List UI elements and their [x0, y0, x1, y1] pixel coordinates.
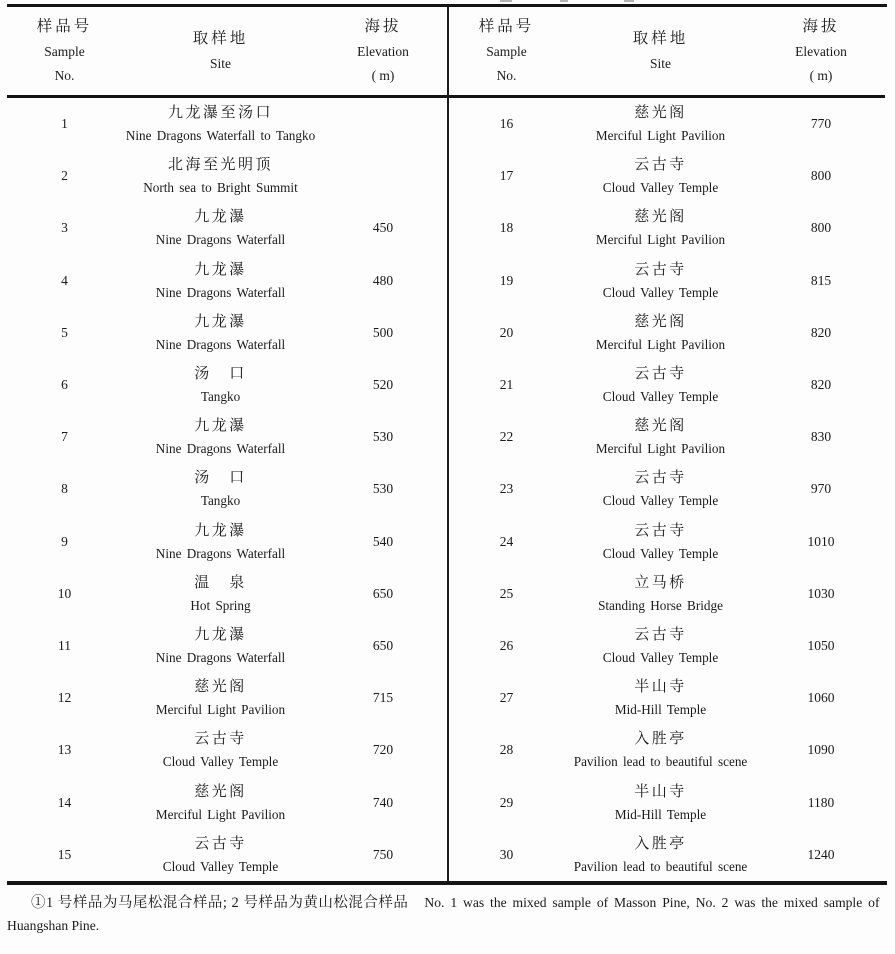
site-cell [122, 202, 319, 254]
site-name-zh: 慈光阁 [634, 105, 687, 122]
site-name-zh: 立马桥 [634, 574, 687, 591]
sample-no-value: 24 [499, 533, 514, 549]
elevation-value: 1010 [807, 533, 835, 549]
site-cell [122, 98, 319, 150]
site-name-en: Nine Dragons Waterfall [155, 441, 286, 457]
elevation-value: 650 [372, 585, 394, 601]
elevation-value: 830 [810, 429, 832, 445]
header-site-en: Site [649, 56, 671, 71]
sample-no-value: 29 [499, 794, 514, 810]
elevation-value: 750 [372, 846, 394, 862]
elevation-value: 715 [372, 690, 394, 706]
header-elevation [319, 7, 447, 95]
site-name-en: Nine Dragons Waterfall [155, 649, 286, 665]
header-site [564, 7, 757, 95]
table-header-left [7, 7, 447, 98]
table-header-right [449, 7, 885, 98]
table-row [7, 98, 447, 150]
site-name-zh: 九龙瀑 [194, 261, 247, 278]
site-name-en: Mid-Hill Temple [614, 702, 707, 718]
site-name-en: Cloud Valley Temple [602, 389, 719, 405]
sample-no-value: 1 [61, 116, 68, 132]
footnote-english-line1: No. 1 was the mixed sample of Masson Pine, No. 2 was the mixed sample of [424, 895, 880, 910]
header-sample-en2: No. [54, 68, 75, 83]
table-row [449, 620, 885, 672]
table-row [7, 516, 447, 568]
header-sample-en1: Sample [486, 44, 527, 59]
table-row [7, 202, 447, 254]
site-name-zh: 九龙瀑至汤口 [167, 105, 273, 122]
site-cell [122, 463, 319, 515]
table-row [7, 307, 447, 359]
site-name-en: Nine Dragons Waterfall [155, 336, 286, 352]
header-elevation-unit: ( m) [371, 68, 395, 83]
table-row [449, 829, 885, 881]
table-row [7, 672, 447, 724]
table-row [7, 568, 447, 620]
sample-no-value: 2 [61, 168, 68, 184]
site-cell [564, 202, 757, 254]
elevation-value [319, 98, 447, 150]
elevation-value: 540 [372, 533, 394, 549]
sample-no-value: 11 [58, 637, 71, 653]
site-name-en: Merciful Light Pavilion [595, 441, 726, 457]
elevation-value: 1030 [807, 585, 835, 601]
site-name-en: Cloud Valley Temple [602, 180, 719, 196]
site-cell [564, 620, 757, 672]
site-cell [122, 724, 319, 776]
table-left-half [7, 7, 447, 881]
header-sample-zh: 样品号 [478, 18, 535, 35]
site-name-en: Pavilion lead to beautiful scene [573, 754, 748, 770]
site-name-zh: 云古寺 [634, 626, 687, 643]
site-name-en: Merciful Light Pavilion [155, 702, 286, 718]
cropped-caption-artifact [560, 0, 568, 2]
table-row [449, 516, 885, 568]
table-row [7, 255, 447, 307]
footnote-chinese: ①1 号样品为马尾松混合样品; 2 号样品为黄山松混合样品 [31, 895, 409, 911]
header-sample-no [449, 7, 564, 95]
header-sample-zh: 样品号 [36, 18, 93, 35]
table-body-left [7, 98, 447, 881]
site-name-en: Nine Dragons Waterfall [155, 232, 286, 248]
site-cell [122, 776, 319, 828]
sample-no-value: 3 [61, 220, 68, 236]
cropped-caption-artifact [624, 0, 634, 2]
site-name-en: Cloud Valley Temple [602, 493, 719, 509]
sample-no-value: 14 [57, 794, 72, 810]
table-row [7, 724, 447, 776]
header-site [122, 7, 319, 95]
site-cell [122, 672, 319, 724]
site-cell [122, 255, 319, 307]
header-sample-no [7, 7, 122, 95]
elevation-value: 480 [372, 272, 394, 288]
footnote-english-line2: Huangshan Pine. [7, 918, 100, 933]
sample-no-value: 21 [499, 377, 514, 393]
sample-no-value: 30 [499, 846, 514, 862]
sample-no-value: 17 [499, 168, 514, 184]
table-row [449, 359, 885, 411]
elevation-value: 770 [810, 116, 832, 132]
site-name-zh: 九龙瀑 [194, 418, 247, 435]
sample-no-value: 6 [61, 377, 68, 393]
site-name-en: Merciful Light Pavilion [595, 128, 726, 144]
site-name-zh: 汤 口 [194, 366, 247, 383]
header-elevation-en: Elevation [795, 44, 847, 59]
site-cell [564, 672, 757, 724]
table-row [449, 672, 885, 724]
elevation-value: 500 [372, 324, 394, 340]
site-name-en: Pavilion lead to beautiful scene [573, 858, 748, 874]
site-name-zh: 慈光阁 [194, 783, 247, 800]
site-cell [564, 255, 757, 307]
site-name-zh: 九龙瀑 [194, 313, 247, 330]
site-name-en: Hot Spring [190, 597, 251, 613]
elevation-value: 800 [810, 168, 832, 184]
table-row [7, 359, 447, 411]
site-name-en: North sea to Bright Summit [143, 180, 298, 196]
elevation-value: 530 [372, 429, 394, 445]
table-row [7, 150, 447, 202]
site-name-zh: 北海至光明顶 [167, 157, 273, 174]
table-row [7, 776, 447, 828]
site-name-en: Cloud Valley Temple [162, 858, 279, 874]
site-name-zh: 入胜亭 [634, 731, 687, 748]
sample-no-value: 27 [499, 690, 514, 706]
table-body-right [449, 98, 885, 881]
site-name-en: Standing Horse Bridge [598, 597, 723, 613]
sample-no-value: 25 [499, 585, 514, 601]
table-row [449, 255, 885, 307]
site-name-zh: 云古寺 [194, 731, 247, 748]
site-name-zh: 半山寺 [634, 679, 687, 696]
site-name-zh: 汤 口 [194, 470, 247, 487]
sample-no-value: 10 [57, 585, 72, 601]
sample-no-value: 9 [61, 533, 68, 549]
table-row [7, 829, 447, 881]
site-cell [564, 776, 757, 828]
site-name-en: Mid-Hill Temple [614, 806, 707, 822]
sample-no-value: 28 [499, 742, 514, 758]
site-name-zh: 慈光阁 [634, 313, 687, 330]
sample-no-value: 4 [61, 272, 68, 288]
sampling-sites-table [7, 4, 887, 885]
site-cell [122, 359, 319, 411]
header-sample-en1: Sample [44, 44, 85, 59]
site-cell [564, 98, 757, 150]
elevation-value: 820 [810, 377, 832, 393]
elevation-value: 1240 [807, 846, 835, 862]
table-right-half [447, 7, 885, 881]
elevation-value: 1050 [807, 637, 835, 653]
table-row [449, 202, 885, 254]
table-row [449, 411, 885, 463]
table-row [7, 411, 447, 463]
site-name-en: Nine Dragons Waterfall [155, 545, 286, 561]
table-row [7, 620, 447, 672]
site-cell [122, 829, 319, 881]
table-row [449, 776, 885, 828]
table-row [7, 463, 447, 515]
sample-no-value: 13 [57, 742, 72, 758]
elevation-value: 815 [810, 272, 832, 288]
table-row [449, 463, 885, 515]
sample-no-value: 5 [61, 324, 68, 340]
table-row [449, 724, 885, 776]
sample-no-value: 15 [57, 846, 72, 862]
sample-no-value: 18 [499, 220, 514, 236]
header-elevation-unit: ( m) [809, 68, 833, 83]
site-cell [122, 620, 319, 672]
table-row [449, 307, 885, 359]
site-name-en: Cloud Valley Temple [602, 284, 719, 300]
sample-no-value: 8 [61, 481, 68, 497]
elevation-value [319, 150, 447, 202]
elevation-value: 530 [372, 481, 394, 497]
site-name-en: Cloud Valley Temple [602, 545, 719, 561]
site-cell [564, 724, 757, 776]
site-name-zh: 云古寺 [634, 366, 687, 383]
cropped-caption-artifact [500, 0, 512, 2]
site-name-en: Nine Dragons Waterfall to Tangko [125, 128, 316, 144]
site-name-zh: 慈光阁 [194, 679, 247, 696]
elevation-value: 520 [372, 377, 394, 393]
elevation-value: 800 [810, 220, 832, 236]
site-name-zh: 入胜亭 [634, 835, 687, 852]
footnote-line1 [7, 891, 888, 912]
elevation-value: 720 [372, 742, 394, 758]
site-cell [564, 829, 757, 881]
site-name-zh: 云古寺 [634, 157, 687, 174]
sample-no-value: 19 [499, 272, 514, 288]
site-cell [122, 150, 319, 202]
site-cell [122, 307, 319, 359]
site-name-en: Merciful Light Pavilion [595, 336, 726, 352]
elevation-value: 1060 [807, 690, 835, 706]
elevation-value: 970 [810, 481, 832, 497]
elevation-value: 1090 [807, 742, 835, 758]
sample-no-value: 20 [499, 324, 514, 340]
site-name-zh: 云古寺 [634, 470, 687, 487]
site-cell [564, 568, 757, 620]
header-site-zh: 取样地 [632, 30, 689, 47]
sample-no-value: 22 [499, 429, 514, 445]
table-footnote [7, 891, 888, 934]
site-name-zh: 慈光阁 [634, 418, 687, 435]
elevation-value: 740 [372, 794, 394, 810]
site-name-zh: 慈光阁 [634, 209, 687, 226]
site-cell [564, 359, 757, 411]
header-site-en: Site [209, 56, 231, 71]
elevation-value: 650 [372, 637, 394, 653]
header-elevation-zh: 海拔 [364, 18, 402, 35]
elevation-value: 820 [810, 324, 832, 340]
site-cell [122, 568, 319, 620]
site-name-zh: 九龙瀑 [194, 626, 247, 643]
site-name-zh: 温 泉 [194, 574, 247, 591]
site-name-en: Tangko [200, 389, 241, 405]
site-name-en: Merciful Light Pavilion [155, 806, 286, 822]
site-name-zh: 云古寺 [194, 835, 247, 852]
site-name-en: Nine Dragons Waterfall [155, 284, 286, 300]
header-elevation-en: Elevation [357, 44, 409, 59]
header-site-zh: 取样地 [192, 30, 249, 47]
header-elevation [757, 7, 885, 95]
elevation-value: 1180 [807, 794, 835, 810]
header-sample-en2: No. [496, 68, 517, 83]
site-name-zh: 云古寺 [634, 522, 687, 539]
site-name-zh: 九龙瀑 [194, 209, 247, 226]
site-cell [122, 411, 319, 463]
table-row [449, 150, 885, 202]
site-name-zh: 云古寺 [634, 261, 687, 278]
sample-no-value: 12 [57, 690, 72, 706]
site-name-en: Cloud Valley Temple [162, 754, 279, 770]
site-name-en: Tangko [200, 493, 241, 509]
site-cell [564, 463, 757, 515]
sample-no-value: 16 [499, 116, 514, 132]
site-cell [564, 411, 757, 463]
table-row [449, 568, 885, 620]
sample-no-value: 26 [499, 637, 514, 653]
site-cell [122, 516, 319, 568]
sample-no-value: 7 [61, 429, 68, 445]
site-name-zh: 半山寺 [634, 783, 687, 800]
site-cell [564, 150, 757, 202]
site-cell [564, 307, 757, 359]
table-row [449, 98, 885, 150]
sample-no-value: 23 [499, 481, 514, 497]
site-name-zh: 九龙瀑 [194, 522, 247, 539]
elevation-value: 450 [372, 220, 394, 236]
site-cell [564, 516, 757, 568]
site-name-en: Merciful Light Pavilion [595, 232, 726, 248]
header-elevation-zh: 海拔 [802, 18, 840, 35]
site-name-en: Cloud Valley Temple [602, 649, 719, 665]
